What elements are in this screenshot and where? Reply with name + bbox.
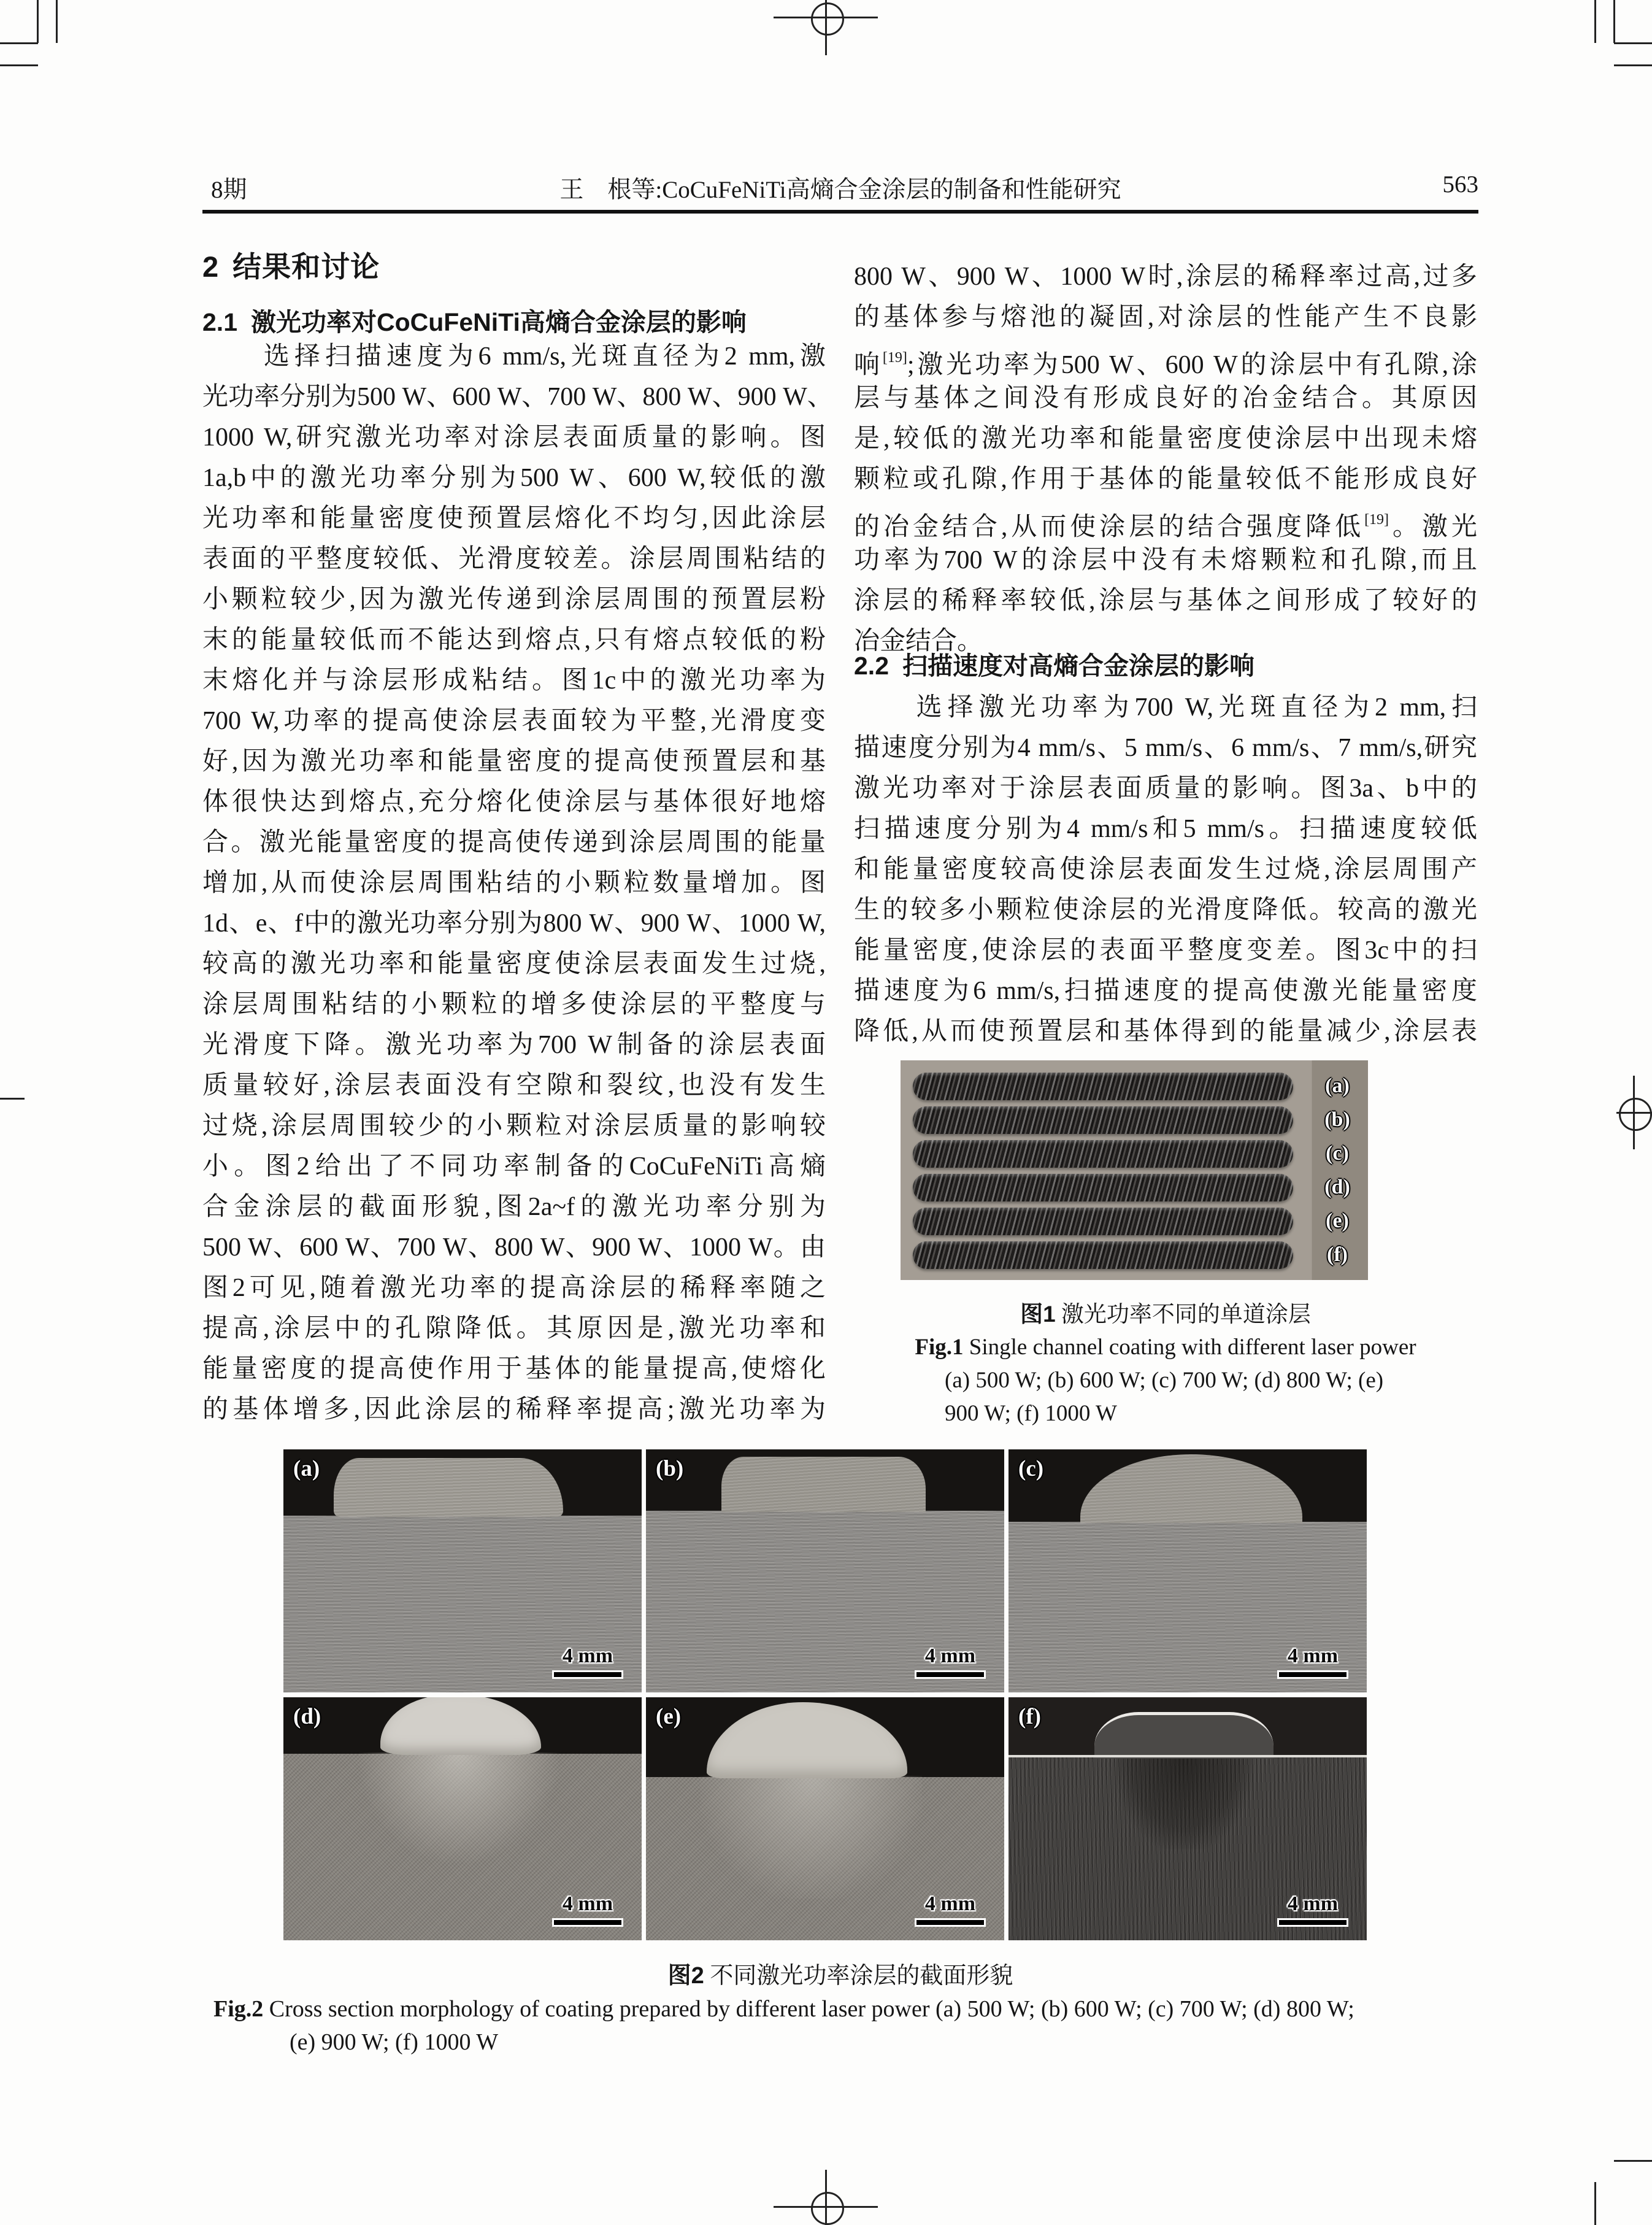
figure1-number-cn: 图1 — [1020, 1301, 1056, 1327]
figure1-caption-en-line2: (a) 500 W; (b) 600 W; (c) 700 W; (d) 800 W; (e) — [945, 1368, 1384, 1393]
text-line: 描速度分别为4 mm/s、5 mm/s、6 mm/s、7 mm/s,研究 — [854, 734, 1477, 762]
surface-line — [1008, 1755, 1367, 1757]
text-line: 的基体参与熔池的凝固,对涂层的性能产生不良影 — [854, 303, 1477, 331]
text-line: 生的较多小颗粒使涂层的光滑度降低。较高的激光 — [854, 896, 1477, 924]
text-line: 涂层周围粘结的小颗粒的增多使涂层的平整度与 — [202, 990, 826, 1019]
coating-track — [913, 1140, 1293, 1168]
scale-label: 4 mm — [1287, 1645, 1339, 1667]
scale-bar — [552, 1893, 623, 1927]
text-line: 合金涂层的截面形貌,图2a~f的激光功率分别为 — [202, 1193, 826, 1221]
scale-label: 4 mm — [562, 1645, 613, 1667]
scale-bar — [915, 1645, 986, 1679]
fig2-panel-c — [1008, 1449, 1367, 1692]
text-line: 体很快达到熔点,充分熔化使涂层与基体很好地熔 — [202, 788, 826, 816]
scale-bar-line — [552, 1670, 623, 1679]
registration-mark — [1633, 1076, 1635, 1149]
text-line: 合。激光能量密度的提高使传递到涂层周围的能量 — [202, 828, 826, 857]
crop-mark — [0, 64, 38, 66]
scale-bar — [915, 1893, 986, 1927]
text-line: 质量较好,涂层表面没有空隙和裂纹,也没有发生 — [202, 1071, 826, 1100]
crop-mark — [1614, 64, 1652, 66]
melt-pool — [359, 1753, 559, 1863]
coating-cross-section — [334, 1458, 563, 1517]
crop-mark — [0, 42, 38, 44]
fig2-panel-b — [646, 1449, 1004, 1692]
header-rule — [202, 210, 1478, 214]
scale-label: 4 mm — [924, 1645, 976, 1667]
fig2-panel-d — [283, 1697, 642, 1940]
text-line: 增加,从而使涂层周围粘结的小颗粒数量增加。图 — [202, 869, 826, 897]
body-text-right-1 — [854, 256, 1477, 661]
section-number: 2.2 — [854, 652, 889, 680]
text-line: 光功率和能量密度使预置层熔化不均匀,因此涂层 — [202, 504, 826, 533]
text-line: 1a,b中的激光功率分别为500 W、600 W,较低的激 — [202, 464, 826, 492]
coating-cross-section — [1094, 1712, 1274, 1759]
figure2-image — [283, 1449, 1367, 1940]
fig1-track-row — [909, 1238, 1359, 1272]
panel-label: (e) — [656, 1704, 682, 1729]
text-line: 小。图2给出了不同功率制备的CoCuFeNiTi高熵 — [202, 1152, 826, 1181]
text-line: 选择激光功率为700 W,光斑直径为2 mm,扫 — [854, 693, 1477, 722]
text-line: 图2可见,随着激光功率的提高涂层的稀释率随之 — [202, 1274, 826, 1302]
figure1-title-en: Single channel coating with different laser power — [969, 1335, 1416, 1360]
text-line: 小颗粒较少,因为激光传递到涂层周围的预置层粉 — [202, 585, 826, 614]
body-text-right-2 — [854, 687, 1477, 1052]
coating-track — [913, 1073, 1293, 1100]
registration-mark — [811, 2192, 844, 2225]
text-line: 能量密度,使涂层的表面平整度变差。图3c中的扫 — [854, 936, 1477, 965]
panel-label: (a) — [1325, 1074, 1350, 1097]
scale-label: 4 mm — [1287, 1892, 1339, 1915]
page-number: 563 — [1442, 171, 1478, 198]
figure1-number-en: Fig.1 — [915, 1335, 964, 1360]
body-text-left — [202, 336, 833, 1430]
section-title: 扫描速度对高熵合金涂层的影响 — [902, 652, 1254, 680]
text-line: 涂层的稀释率较低,涂层与基体之间形成了较好的 — [854, 587, 1477, 615]
fig1-track-row — [909, 1103, 1359, 1137]
fig1-track-row — [909, 1205, 1359, 1238]
text-line: 颗粒或孔隙,作用于基体的能量较低不能形成良好 — [854, 465, 1477, 493]
panel-label: (f) — [1327, 1243, 1348, 1266]
scale-bar — [1277, 1645, 1348, 1679]
running-head — [202, 171, 1478, 201]
registration-mark — [0, 1098, 25, 1100]
crop-mark — [56, 0, 58, 43]
coating-track — [913, 1241, 1293, 1269]
crop-mark — [1614, 42, 1652, 44]
crop-mark — [37, 0, 39, 43]
figure1-image — [901, 1060, 1368, 1280]
figure2-caption-cn — [202, 1961, 1478, 1991]
figure1-caption-cn — [854, 1300, 1477, 1330]
text-line: 选择扫描速度为6 mm/s,光斑直径为2 mm,激 — [202, 342, 826, 371]
text-line: 功率为700 W的涂层中没有未熔颗粒和孔隙,而且 — [854, 546, 1477, 574]
scale-bar-line — [1277, 1918, 1348, 1927]
fig2-panel-f — [1008, 1697, 1367, 1940]
figure2-number-en: Fig.2 — [213, 1996, 264, 2022]
scale-bar — [1277, 1893, 1348, 1927]
text-line: 光功率分别为500 W、600 W、700 W、800 W、900 W、 — [202, 383, 833, 411]
crop-mark — [1613, 0, 1615, 43]
text-line: 描速度为6 mm/s,扫描速度的提高使激光能量密度 — [854, 977, 1477, 1005]
registration-mark — [1619, 1098, 1652, 1131]
panel-label: (c) — [1018, 1456, 1044, 1481]
panel-label: (c) — [1326, 1142, 1349, 1165]
text-line: 较高的激光功率和能量密度使涂层表面发生过烧, — [202, 950, 826, 978]
text-line: 1000 W,研究激光功率对涂层表面质量的影响。图 — [202, 423, 826, 452]
text-line: 的基体增多,因此涂层的稀释率提高;激光功率为 — [202, 1395, 826, 1424]
section-heading-2-2 — [854, 646, 1254, 682]
running-title: 王 根等:CoCuFeNiTi高熵合金涂层的制备和性能研究 — [559, 177, 1121, 203]
panel-label: (b) — [656, 1456, 684, 1481]
text-line: 提高,涂层中的孔隙降低。其原因是,激光功率和 — [202, 1314, 826, 1343]
scale-bar-line — [915, 1670, 986, 1679]
section-number: 2 — [202, 250, 220, 283]
panel-label: (b) — [1324, 1108, 1350, 1131]
text-line: 层与基体之间没有形成良好的冶金结合。其原因 — [854, 384, 1477, 412]
panel-label: (f) — [1018, 1704, 1041, 1729]
text-line: 光滑度下降。激光功率为700 W制备的涂层表面 — [202, 1031, 826, 1059]
figure2-number-cn: 图2 — [667, 1963, 704, 1989]
text-line: 800 W、900 W、1000 W时,涂层的稀释率过高,过多 — [854, 263, 1477, 291]
scale-bar-line — [1277, 1670, 1348, 1679]
fig1-track-row — [909, 1070, 1359, 1103]
issue-number: 8期 — [211, 177, 247, 203]
figure2-caption-en — [213, 1994, 1478, 2024]
coating-track — [913, 1174, 1293, 1201]
text-line: 和能量密度较高使涂层表面发生过烧,涂层周围产 — [854, 855, 1477, 884]
text-line: 末的能量较低而不能达到熔点,只有熔点较低的粉 — [202, 626, 826, 654]
text-line: 激光功率对于涂层表面质量的影响。图3a、b中的 — [854, 774, 1477, 803]
figure2-title-cn: 不同激光功率涂层的截面形貌 — [710, 1963, 1013, 1989]
figure1-caption-en-line3: 900 W; (f) 1000 W — [945, 1401, 1117, 1426]
scale-bar — [552, 1645, 623, 1679]
coating-track — [913, 1106, 1293, 1134]
fig2-panel-a — [283, 1449, 642, 1692]
text-line: 响[19];激光功率为500 W、600 W的涂层中有孔隙,涂 — [854, 350, 1477, 379]
section-title: 激光功率对CoCuFeNiTi高熵合金涂层的影响 — [251, 308, 747, 336]
text-line: 末熔化并与涂层形成粘结。图1c中的激光功率为 — [202, 666, 826, 695]
registration-mark — [825, 2170, 827, 2225]
panel-label: (d) — [1324, 1176, 1350, 1198]
text-line: 的冶金结合,从而使涂层的结合强度降低[19]。激光 — [854, 512, 1477, 541]
crop-mark — [1614, 2160, 1652, 2162]
panel-label: (e) — [1326, 1209, 1349, 1232]
registration-mark — [825, 0, 827, 55]
section-title: 结果和讨论 — [232, 250, 380, 283]
text-line: 冶金结合。 — [854, 627, 983, 655]
fig1-track-row — [909, 1137, 1359, 1171]
text-line: 是,较低的激光功率和能量密度使涂层中出现未熔 — [854, 425, 1477, 453]
scale-label: 4 mm — [924, 1892, 976, 1915]
fig2-panel-e — [646, 1697, 1004, 1940]
text-line: 500 W、600 W、700 W、800 W、900 W、1000 W。由 — [202, 1233, 826, 1262]
figure1-title-cn: 激光功率不同的单道涂层 — [1061, 1302, 1311, 1327]
melt-pool — [700, 1776, 922, 1899]
text-line: 700 W,功率的提高使涂层表面较为平整,光滑度变 — [202, 707, 826, 735]
text-line: 扫描速度分别为4 mm/s和5 mm/s。扫描速度较低 — [854, 815, 1477, 843]
text-line: 好,因为激光功率和能量密度的提高使预置层和基 — [202, 747, 826, 776]
text-line: 能量密度的提高使作用于基体的能量提高,使熔化 — [202, 1355, 826, 1383]
text-line: 1d、e、f中的激光功率分别为800 W、900 W、1000 W, — [202, 909, 826, 938]
panel-label: (a) — [293, 1456, 320, 1481]
figure2-title-en: Cross section morphology of coating prepared by different laser power (a) 500 W; (b) 600 W; (c) 700 W; (d) 800 W; — [269, 1996, 1354, 2022]
scale-bar-line — [552, 1918, 623, 1927]
melt-pool — [1116, 1757, 1252, 1849]
coating-cross-section — [721, 1457, 926, 1512]
registration-mark — [811, 2, 844, 36]
text-line: 表面的平整度较低、光滑度较差。涂层周围粘结的 — [202, 545, 826, 573]
section-number: 2.1 — [202, 308, 237, 336]
crop-mark — [1594, 0, 1596, 43]
fig1-track-row — [909, 1171, 1359, 1205]
coating-track — [913, 1208, 1293, 1235]
panel-label: (d) — [293, 1704, 321, 1729]
text-line: 降低,从而使预置层和基体得到的能量减少,涂层表 — [854, 1017, 1477, 1046]
section-heading-results — [202, 244, 380, 285]
text-line: 过烧,涂层周围较少的小颗粒对涂层质量的影响较 — [202, 1112, 826, 1140]
figure1-caption-en — [854, 1333, 1477, 1362]
figure2-caption-en-line2: (e) 900 W; (f) 1000 W — [290, 2029, 499, 2055]
scale-label: 4 mm — [562, 1892, 613, 1915]
section-heading-2-1 — [202, 302, 747, 338]
scale-bar-line — [915, 1918, 986, 1927]
crop-mark — [1594, 2182, 1596, 2225]
